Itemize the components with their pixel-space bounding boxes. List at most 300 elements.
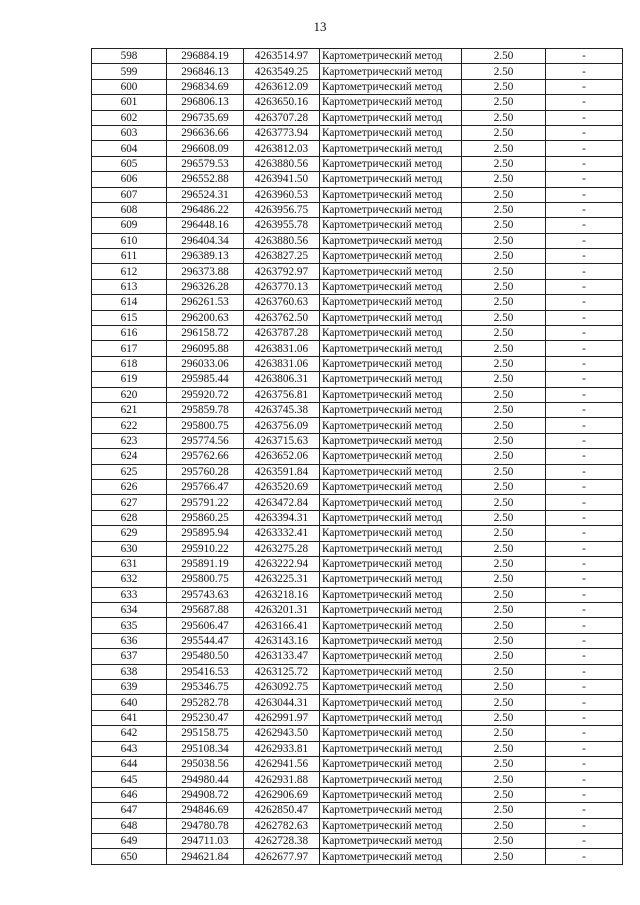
- y-coordinate-cell: 4263762.50: [244, 310, 320, 325]
- point-number-cell: 600: [92, 79, 167, 94]
- method-cell: Картометрический метод: [320, 787, 462, 802]
- method-cell: Картометрический метод: [320, 202, 462, 217]
- method-cell: Картометрический метод: [320, 572, 462, 587]
- method-cell: Картометрический метод: [320, 125, 462, 140]
- accuracy-cell: 2.50: [462, 310, 546, 325]
- y-coordinate-cell: 4263520.69: [244, 479, 320, 494]
- table-row: [92, 726, 623, 741]
- method-cell: Картометрический метод: [320, 680, 462, 695]
- table-row: [92, 618, 623, 633]
- accuracy-cell: 2.50: [462, 603, 546, 618]
- method-cell: Картометрический метод: [320, 172, 462, 187]
- method-cell: Картометрический метод: [320, 326, 462, 341]
- point-number-cell: 622: [92, 418, 167, 433]
- table-row: [92, 326, 623, 341]
- description-cell: -: [546, 110, 623, 125]
- description-cell: -: [546, 125, 623, 140]
- accuracy-cell: 2.50: [462, 372, 546, 387]
- table-row: [92, 818, 623, 833]
- y-coordinate-cell: 4263756.09: [244, 418, 320, 433]
- x-coordinate-cell: 294980.44: [167, 772, 244, 787]
- y-coordinate-cell: 4263956.75: [244, 202, 320, 217]
- x-coordinate-cell: 294711.03: [167, 833, 244, 848]
- table-row: [92, 572, 623, 587]
- accuracy-cell: 2.50: [462, 125, 546, 140]
- method-cell: Картометрический метод: [320, 772, 462, 787]
- table-row: [92, 202, 623, 217]
- table-row: [92, 587, 623, 602]
- description-cell: -: [546, 402, 623, 417]
- accuracy-cell: 2.50: [462, 64, 546, 79]
- point-number-cell: 644: [92, 756, 167, 771]
- table-row: [92, 541, 623, 556]
- point-number-cell: 648: [92, 818, 167, 833]
- method-cell: Картометрический метод: [320, 341, 462, 356]
- description-cell: -: [546, 464, 623, 479]
- y-coordinate-cell: 4263222.94: [244, 556, 320, 571]
- table-row: [92, 141, 623, 156]
- description-cell: -: [546, 187, 623, 202]
- description-cell: -: [546, 756, 623, 771]
- point-number-cell: 638: [92, 664, 167, 679]
- accuracy-cell: 2.50: [462, 156, 546, 171]
- point-number-cell: 624: [92, 449, 167, 464]
- x-coordinate-cell: 296389.13: [167, 249, 244, 264]
- accuracy-cell: 2.50: [462, 387, 546, 402]
- point-number-cell: 640: [92, 695, 167, 710]
- point-number-cell: 635: [92, 618, 167, 633]
- description-cell: -: [546, 541, 623, 556]
- accuracy-cell: 2.50: [462, 541, 546, 556]
- description-cell: -: [546, 64, 623, 79]
- accuracy-cell: 2.50: [462, 341, 546, 356]
- y-coordinate-cell: 4263143.16: [244, 633, 320, 648]
- table-row: [92, 695, 623, 710]
- x-coordinate-cell: 295416.53: [167, 664, 244, 679]
- x-coordinate-cell: 295743.63: [167, 587, 244, 602]
- y-coordinate-cell: 4263827.25: [244, 249, 320, 264]
- accuracy-cell: 2.50: [462, 741, 546, 756]
- accuracy-cell: 2.50: [462, 787, 546, 802]
- accuracy-cell: 2.50: [462, 680, 546, 695]
- x-coordinate-cell: 295910.22: [167, 541, 244, 556]
- point-number-cell: 641: [92, 710, 167, 725]
- description-cell: -: [546, 633, 623, 648]
- point-number-cell: 607: [92, 187, 167, 202]
- table-row: [92, 172, 623, 187]
- point-number-cell: 643: [92, 741, 167, 756]
- method-cell: Картометрический метод: [320, 526, 462, 541]
- accuracy-cell: 2.50: [462, 279, 546, 294]
- method-cell: Картометрический метод: [320, 218, 462, 233]
- description-cell: -: [546, 202, 623, 217]
- description-cell: -: [546, 803, 623, 818]
- table-row: [92, 356, 623, 371]
- table-row: [92, 803, 623, 818]
- y-coordinate-cell: 4263770.13: [244, 279, 320, 294]
- description-cell: -: [546, 264, 623, 279]
- description-cell: -: [546, 680, 623, 695]
- method-cell: Картометрический метод: [320, 587, 462, 602]
- table-row: [92, 110, 623, 125]
- method-cell: Картометрический метод: [320, 279, 462, 294]
- accuracy-cell: 2.50: [462, 264, 546, 279]
- method-cell: Картометрический метод: [320, 818, 462, 833]
- x-coordinate-cell: 296261.53: [167, 295, 244, 310]
- point-number-cell: 613: [92, 279, 167, 294]
- table-row: [92, 433, 623, 448]
- y-coordinate-cell: 4263773.94: [244, 125, 320, 140]
- x-coordinate-cell: 295800.75: [167, 572, 244, 587]
- y-coordinate-cell: 4263514.97: [244, 49, 320, 64]
- point-number-cell: 599: [92, 64, 167, 79]
- point-number-cell: 598: [92, 49, 167, 64]
- page-number: 13: [313, 19, 327, 34]
- point-number-cell: 608: [92, 202, 167, 217]
- x-coordinate-cell: 294908.72: [167, 787, 244, 802]
- table-row: [92, 156, 623, 171]
- description-cell: -: [546, 833, 623, 848]
- accuracy-cell: 2.50: [462, 110, 546, 125]
- x-coordinate-cell: 295282.78: [167, 695, 244, 710]
- y-coordinate-cell: 4263332.41: [244, 526, 320, 541]
- table-row: [92, 741, 623, 756]
- method-cell: Картометрический метод: [320, 464, 462, 479]
- method-cell: Картометрический метод: [320, 664, 462, 679]
- y-coordinate-cell: 4263960.53: [244, 187, 320, 202]
- description-cell: -: [546, 695, 623, 710]
- point-number-cell: 637: [92, 649, 167, 664]
- point-number-cell: 610: [92, 233, 167, 248]
- x-coordinate-cell: 295766.47: [167, 479, 244, 494]
- table-row: [92, 125, 623, 140]
- point-number-cell: 634: [92, 603, 167, 618]
- method-cell: Картометрический метод: [320, 479, 462, 494]
- point-number-cell: 645: [92, 772, 167, 787]
- accuracy-cell: 2.50: [462, 756, 546, 771]
- x-coordinate-cell: 295859.78: [167, 402, 244, 417]
- description-cell: -: [546, 495, 623, 510]
- x-coordinate-cell: 294846.69: [167, 803, 244, 818]
- y-coordinate-cell: 4263792.97: [244, 264, 320, 279]
- x-coordinate-cell: 296404.34: [167, 233, 244, 248]
- method-cell: Картометрический метод: [320, 249, 462, 264]
- x-coordinate-cell: 296326.28: [167, 279, 244, 294]
- description-cell: -: [546, 649, 623, 664]
- method-cell: Картометрический метод: [320, 264, 462, 279]
- y-coordinate-cell: 4262943.50: [244, 726, 320, 741]
- accuracy-cell: 2.50: [462, 726, 546, 741]
- x-coordinate-cell: 296884.19: [167, 49, 244, 64]
- description-cell: -: [546, 49, 623, 64]
- x-coordinate-cell: 295760.28: [167, 464, 244, 479]
- table-row: [92, 464, 623, 479]
- accuracy-cell: 2.50: [462, 449, 546, 464]
- method-cell: Картометрический метод: [320, 633, 462, 648]
- table-row: [92, 64, 623, 79]
- accuracy-cell: 2.50: [462, 95, 546, 110]
- description-cell: -: [546, 95, 623, 110]
- accuracy-cell: 2.50: [462, 649, 546, 664]
- x-coordinate-cell: 296834.69: [167, 79, 244, 94]
- accuracy-cell: 2.50: [462, 633, 546, 648]
- y-coordinate-cell: 4263092.75: [244, 680, 320, 695]
- accuracy-cell: 2.50: [462, 187, 546, 202]
- y-coordinate-cell: 4262906.69: [244, 787, 320, 802]
- description-cell: -: [546, 726, 623, 741]
- y-coordinate-cell: 4263745.38: [244, 402, 320, 417]
- accuracy-cell: 2.50: [462, 464, 546, 479]
- point-number-cell: 639: [92, 680, 167, 695]
- table-row: [92, 310, 623, 325]
- accuracy-cell: 2.50: [462, 695, 546, 710]
- point-number-cell: 647: [92, 803, 167, 818]
- x-coordinate-cell: 295038.56: [167, 756, 244, 771]
- description-cell: -: [546, 587, 623, 602]
- method-cell: Картометрический метод: [320, 387, 462, 402]
- accuracy-cell: 2.50: [462, 818, 546, 833]
- accuracy-cell: 2.50: [462, 326, 546, 341]
- table-row: [92, 680, 623, 695]
- y-coordinate-cell: 4263275.28: [244, 541, 320, 556]
- method-cell: Картометрический метод: [320, 79, 462, 94]
- x-coordinate-cell: 296095.88: [167, 341, 244, 356]
- y-coordinate-cell: 4262933.81: [244, 741, 320, 756]
- table-row: [92, 649, 623, 664]
- coordinates-table: [91, 48, 623, 865]
- description-cell: -: [546, 310, 623, 325]
- method-cell: Картометрический метод: [320, 418, 462, 433]
- point-number-cell: 619: [92, 372, 167, 387]
- table-row: [92, 49, 623, 64]
- accuracy-cell: 2.50: [462, 772, 546, 787]
- y-coordinate-cell: 4263756.81: [244, 387, 320, 402]
- point-number-cell: 611: [92, 249, 167, 264]
- y-coordinate-cell: 4263394.31: [244, 510, 320, 525]
- description-cell: -: [546, 233, 623, 248]
- accuracy-cell: 2.50: [462, 356, 546, 371]
- y-coordinate-cell: 4263044.31: [244, 695, 320, 710]
- table-row: [92, 633, 623, 648]
- x-coordinate-cell: 294621.84: [167, 849, 244, 864]
- description-cell: -: [546, 156, 623, 171]
- point-number-cell: 605: [92, 156, 167, 171]
- x-coordinate-cell: 295544.47: [167, 633, 244, 648]
- description-cell: -: [546, 372, 623, 387]
- point-number-cell: 623: [92, 433, 167, 448]
- table-row: [92, 664, 623, 679]
- x-coordinate-cell: 296200.63: [167, 310, 244, 325]
- y-coordinate-cell: 4263941.50: [244, 172, 320, 187]
- point-number-cell: 618: [92, 356, 167, 371]
- point-number-cell: 646: [92, 787, 167, 802]
- accuracy-cell: 2.50: [462, 710, 546, 725]
- point-number-cell: 627: [92, 495, 167, 510]
- table-row: [92, 341, 623, 356]
- x-coordinate-cell: 295895.94: [167, 526, 244, 541]
- table-row: [92, 556, 623, 571]
- description-cell: -: [546, 664, 623, 679]
- point-number-cell: 633: [92, 587, 167, 602]
- method-cell: Картометрический метод: [320, 95, 462, 110]
- table-row: [92, 264, 623, 279]
- point-number-cell: 614: [92, 295, 167, 310]
- y-coordinate-cell: 4262991.97: [244, 710, 320, 725]
- x-coordinate-cell: 296806.13: [167, 95, 244, 110]
- x-coordinate-cell: 296579.53: [167, 156, 244, 171]
- accuracy-cell: 2.50: [462, 556, 546, 571]
- table-row: [92, 233, 623, 248]
- y-coordinate-cell: 4263201.31: [244, 603, 320, 618]
- point-number-cell: 642: [92, 726, 167, 741]
- accuracy-cell: 2.50: [462, 141, 546, 156]
- point-number-cell: 620: [92, 387, 167, 402]
- x-coordinate-cell: 294780.78: [167, 818, 244, 833]
- table-row: [92, 710, 623, 725]
- description-cell: -: [546, 449, 623, 464]
- y-coordinate-cell: 4262782.63: [244, 818, 320, 833]
- x-coordinate-cell: 296636.66: [167, 125, 244, 140]
- method-cell: Картометрический метод: [320, 756, 462, 771]
- method-cell: Картометрический метод: [320, 141, 462, 156]
- point-number-cell: 602: [92, 110, 167, 125]
- accuracy-cell: 2.50: [462, 587, 546, 602]
- x-coordinate-cell: 296448.16: [167, 218, 244, 233]
- point-number-cell: 628: [92, 510, 167, 525]
- method-cell: Картометрический метод: [320, 833, 462, 848]
- y-coordinate-cell: 4263831.06: [244, 356, 320, 371]
- description-cell: -: [546, 772, 623, 787]
- description-cell: -: [546, 849, 623, 864]
- accuracy-cell: 2.50: [462, 402, 546, 417]
- x-coordinate-cell: 295158.75: [167, 726, 244, 741]
- description-cell: -: [546, 295, 623, 310]
- table-row: [92, 510, 623, 525]
- accuracy-cell: 2.50: [462, 664, 546, 679]
- x-coordinate-cell: 295606.47: [167, 618, 244, 633]
- table-row: [92, 418, 623, 433]
- x-coordinate-cell: 295346.75: [167, 680, 244, 695]
- table-row: [92, 187, 623, 202]
- table-row: [92, 372, 623, 387]
- method-cell: Картометрический метод: [320, 710, 462, 725]
- table-row: [92, 279, 623, 294]
- point-number-cell: 636: [92, 633, 167, 648]
- x-coordinate-cell: 296735.69: [167, 110, 244, 125]
- y-coordinate-cell: 4263472.84: [244, 495, 320, 510]
- y-coordinate-cell: 4263591.84: [244, 464, 320, 479]
- x-coordinate-cell: 295985.44: [167, 372, 244, 387]
- y-coordinate-cell: 4263880.56: [244, 233, 320, 248]
- x-coordinate-cell: 296524.31: [167, 187, 244, 202]
- point-number-cell: 615: [92, 310, 167, 325]
- y-coordinate-cell: 4263787.28: [244, 326, 320, 341]
- accuracy-cell: 2.50: [462, 510, 546, 525]
- point-number-cell: 606: [92, 172, 167, 187]
- method-cell: Картометрический метод: [320, 310, 462, 325]
- description-cell: -: [546, 387, 623, 402]
- point-number-cell: 604: [92, 141, 167, 156]
- y-coordinate-cell: 4263225.31: [244, 572, 320, 587]
- method-cell: Картометрический метод: [320, 49, 462, 64]
- description-cell: -: [546, 618, 623, 633]
- description-cell: -: [546, 479, 623, 494]
- description-cell: -: [546, 341, 623, 356]
- description-cell: -: [546, 787, 623, 802]
- accuracy-cell: 2.50: [462, 49, 546, 64]
- x-coordinate-cell: 295762.66: [167, 449, 244, 464]
- table-row: [92, 79, 623, 94]
- y-coordinate-cell: 4263612.09: [244, 79, 320, 94]
- y-coordinate-cell: 4263218.16: [244, 587, 320, 602]
- description-cell: -: [546, 818, 623, 833]
- y-coordinate-cell: 4263125.72: [244, 664, 320, 679]
- y-coordinate-cell: 4263831.06: [244, 341, 320, 356]
- description-cell: -: [546, 710, 623, 725]
- y-coordinate-cell: 4263760.63: [244, 295, 320, 310]
- point-number-cell: 603: [92, 125, 167, 140]
- table-row: [92, 495, 623, 510]
- table-row: [92, 95, 623, 110]
- method-cell: Картометрический метод: [320, 649, 462, 664]
- accuracy-cell: 2.50: [462, 172, 546, 187]
- description-cell: -: [546, 141, 623, 156]
- method-cell: Картометрический метод: [320, 849, 462, 864]
- accuracy-cell: 2.50: [462, 249, 546, 264]
- y-coordinate-cell: 4263707.28: [244, 110, 320, 125]
- accuracy-cell: 2.50: [462, 218, 546, 233]
- table-row: [92, 787, 623, 802]
- method-cell: Картометрический метод: [320, 803, 462, 818]
- y-coordinate-cell: 4263715.63: [244, 433, 320, 448]
- method-cell: Картометрический метод: [320, 541, 462, 556]
- y-coordinate-cell: 4263880.56: [244, 156, 320, 171]
- table-row: [92, 833, 623, 848]
- table-row: [92, 295, 623, 310]
- x-coordinate-cell: 296486.22: [167, 202, 244, 217]
- x-coordinate-cell: 295108.34: [167, 741, 244, 756]
- accuracy-cell: 2.50: [462, 433, 546, 448]
- description-cell: -: [546, 172, 623, 187]
- table-row: [92, 603, 623, 618]
- description-cell: -: [546, 741, 623, 756]
- point-number-cell: 612: [92, 264, 167, 279]
- method-cell: Картометрический метод: [320, 356, 462, 371]
- accuracy-cell: 2.50: [462, 233, 546, 248]
- point-number-cell: 632: [92, 572, 167, 587]
- table-row: [92, 526, 623, 541]
- accuracy-cell: 2.50: [462, 833, 546, 848]
- description-cell: -: [546, 218, 623, 233]
- description-cell: -: [546, 356, 623, 371]
- method-cell: Картометрический метод: [320, 233, 462, 248]
- x-coordinate-cell: 295891.19: [167, 556, 244, 571]
- method-cell: Картометрический метод: [320, 495, 462, 510]
- coordinates-table-body: [92, 49, 623, 865]
- method-cell: Картометрический метод: [320, 618, 462, 633]
- y-coordinate-cell: 4263133.47: [244, 649, 320, 664]
- y-coordinate-cell: 4263806.31: [244, 372, 320, 387]
- description-cell: -: [546, 603, 623, 618]
- x-coordinate-cell: 296608.09: [167, 141, 244, 156]
- y-coordinate-cell: 4263652.06: [244, 449, 320, 464]
- method-cell: Картометрический метод: [320, 372, 462, 387]
- x-coordinate-cell: 295687.88: [167, 603, 244, 618]
- description-cell: -: [546, 433, 623, 448]
- table-row: [92, 387, 623, 402]
- x-coordinate-cell: 295230.47: [167, 710, 244, 725]
- point-number-cell: 609: [92, 218, 167, 233]
